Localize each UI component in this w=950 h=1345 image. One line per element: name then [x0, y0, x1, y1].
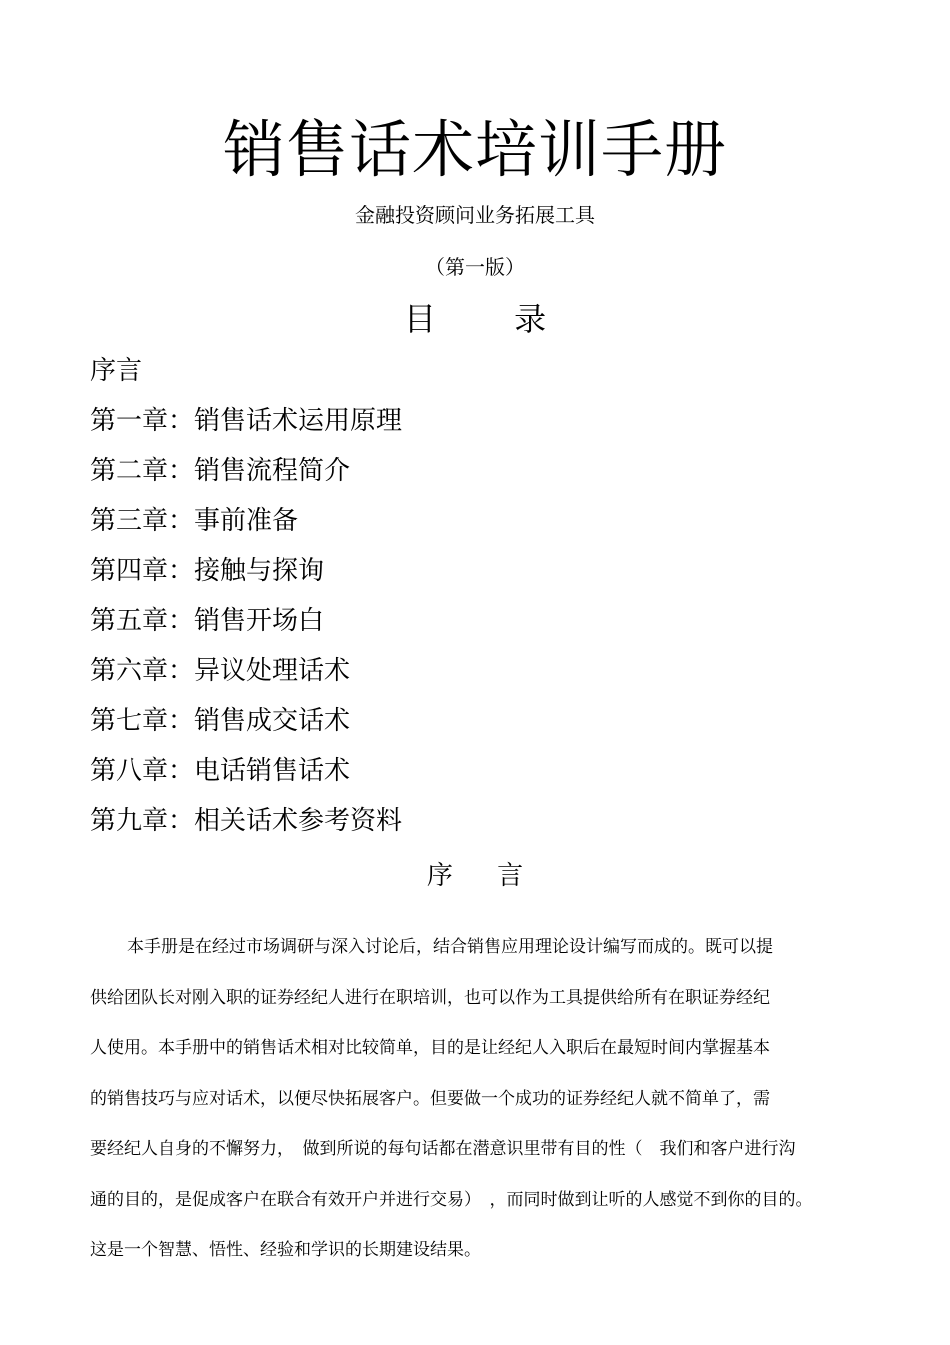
preface-heading: 序 言: [426, 861, 542, 891]
toc-item-chapter-1: 第一章：销售话术运用原理: [90, 406, 403, 436]
document-title: 销售话术培训手册: [222, 113, 727, 186]
preface-line: 这是一个智慧、悟性、经验和学识的长期建设结果。: [90, 1240, 481, 1260]
toc-item-chapter-6: 第六章：异议处理话术: [90, 656, 351, 686]
preface-line: 人使用。本手册中的销售话术相对比较简单，目的是让经纪人入职后在最短时间内掌握基本: [90, 1038, 770, 1058]
toc-heading: 目 录: [403, 300, 581, 338]
toc-item-chapter-3: 第三章：事前准备: [90, 506, 299, 536]
preface-line: 供给团队长对刚入职的证券经纪人进行在职培训，也可以作为工具提供给所有在职证券经纪: [90, 987, 770, 1008]
toc-item-chapter-2: 第二章：销售流程简介: [90, 456, 351, 486]
edition-label: （第一版）: [425, 255, 525, 279]
toc-item-preface: 序言: [90, 356, 143, 386]
preface-line: 本手册是在经过市场调研与深入讨论后，结合销售应用理论设计编写而成的。既可以提: [127, 937, 773, 957]
preface-line: 的销售技巧与应对话术，以便尽快拓展客户。但要做一个成功的证券经纪人就不简单了，需: [90, 1088, 770, 1109]
preface-line: 通的目的，是促成客户在联合有效开户并进行交易） ，而同时做到让听的人感觉不到你的目的。: [90, 1189, 813, 1210]
toc-item-chapter-8: 第八章：电话销售话术: [90, 756, 351, 786]
preface-line: 要经纪人自身的不懈努力， 做到所说的每句话都在潜意识里带有目的性（ 我们和客户进行沟: [90, 1139, 796, 1159]
toc-item-chapter-5: 第五章：销售开场白: [90, 606, 325, 636]
preface-paragraph: [90, 922, 870, 1276]
toc-item-chapter-9: 第九章：相关话术参考资料: [90, 806, 403, 836]
toc-item-chapter-4: 第四章：接触与探询: [90, 556, 325, 586]
toc-item-chapter-7: 第七章：销售成交话术: [90, 706, 351, 736]
document-subtitle: 金融投资顾问业务拓展工具: [355, 203, 595, 227]
table-of-contents: [90, 346, 402, 846]
